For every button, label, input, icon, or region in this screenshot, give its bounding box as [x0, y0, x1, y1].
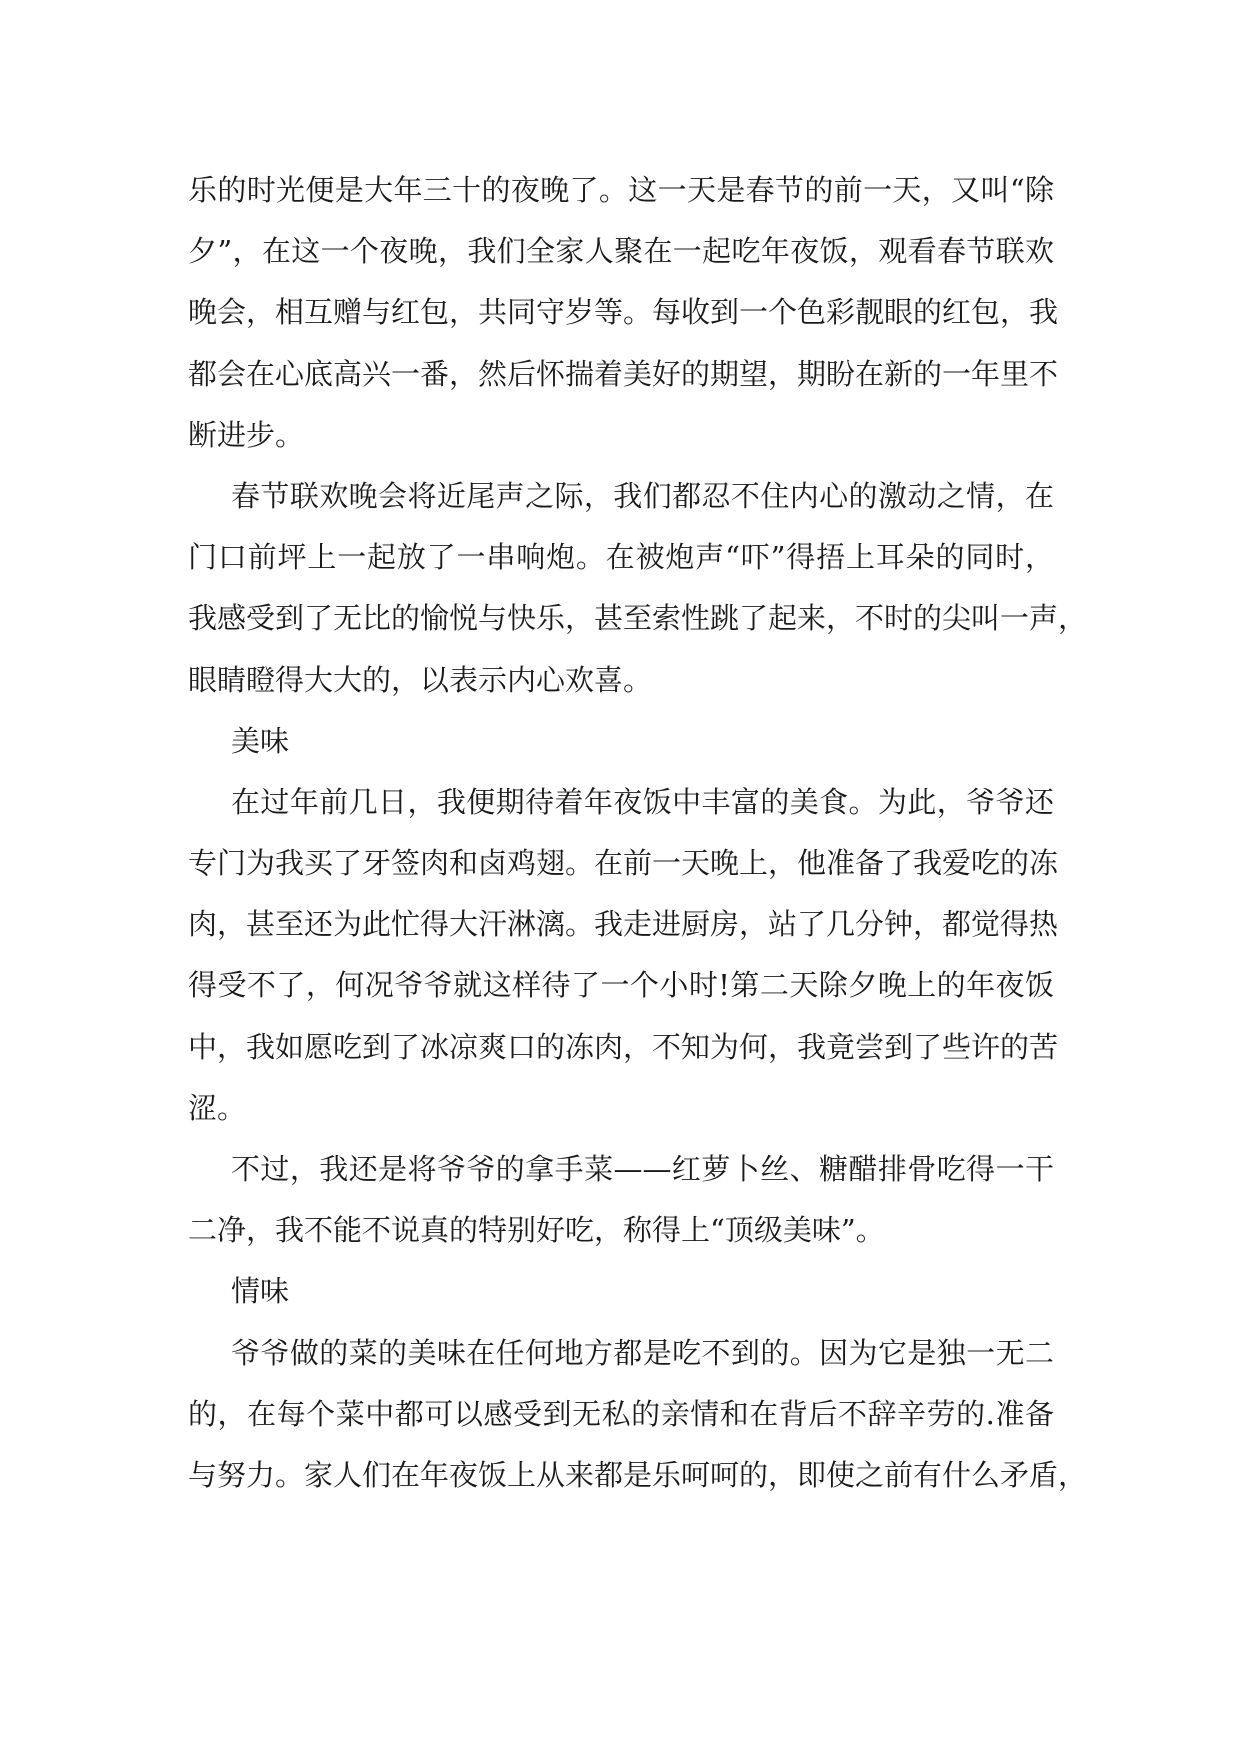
paragraph-2-line-1: 春节联欢晚会将近尾声之际，我们都忍不住内心的激动之情，在	[231, 478, 1054, 513]
paragraph-5-line-1: 爷爷做的菜的美味在任何地方都是吃不到的。因为它是独一无二	[231, 1335, 1054, 1370]
paragraph-1-line-1: 乐的时光便是大年三十的夜晚了。这一天是春节的前一天，又叫“除	[188, 173, 1054, 207]
paragraph-1-line-2: 夕”，在这一个夜晚，我们全家人聚在一起吃年夜饭，观看春节联欢	[188, 234, 1054, 269]
paragraph-1-line-4: 都会在心底高兴一番，然后怀揣着美好的期望，期盼在新的一年里不	[188, 356, 1059, 391]
paragraph-3-line-1: 在过年前几日，我便期待着年夜饭中丰富的美食。为此，爷爷还	[231, 784, 1054, 819]
paragraph-4-line-1: 不过，我还是将爷爷的拿手菜——红萝卜丝、糖醋排骨吃得一干	[231, 1152, 1054, 1186]
paragraph-5-line-3: 与努力。家人们在年夜饭上从来都是乐呵呵的，即使之前有什么矛盾，	[188, 1457, 1088, 1492]
paragraph-3-line-3: 肉，甚至还为此忙得大汗淋漓。我走进厨房，站了几分钟，都觉得热	[188, 907, 1059, 942]
paragraph-2-line-3: 我感受到了无比的愉悦与快乐，甚至索性跳了起来，不时的尖叫一声，	[188, 601, 1088, 636]
paragraph-5-line-2: 的，在每个菜中都可以感受到无私的亲情和在背后不辞辛劳的.准备	[188, 1396, 1054, 1431]
paragraph-4-line-2: 二净，我不能不说真的特别好吃，称得上“顶级美味”。	[188, 1213, 885, 1248]
paragraph-1-line-3: 晚会，相互赠与红包，共同守岁等。每收到一个色彩靓眼的红包，我	[188, 295, 1059, 330]
paragraph-3-line-6: 涩。	[188, 1090, 247, 1125]
paragraph-2-line-2: 门口前坪上一起放了一串响炮。在被炮声“吓”得捂上耳朵的同时，	[188, 540, 1054, 575]
paragraph-1-line-5: 断进步。	[188, 417, 305, 452]
document-body	[188, 160, 1088, 1506]
paragraph-3-line-2: 专门为我买了牙签肉和卤鸡翅。在前一天晚上，他准备了我爱吃的冻	[188, 846, 1059, 881]
paragraph-3-line-5: 中，我如愿吃到了冰凉爽口的冻肉，不知为何，我竟尝到了些许的苦	[188, 1029, 1059, 1064]
paragraph-3-line-4: 得受不了，何况爷爷就这样待了一个小时!第二天除夕晚上的年夜饭	[188, 968, 1054, 1003]
section-heading-affection: 情味	[231, 1274, 290, 1309]
section-heading-flavor: 美味	[231, 723, 290, 758]
paragraph-2-line-4: 眼睛瞪得大大的，以表示内心欢喜。	[188, 662, 653, 697]
